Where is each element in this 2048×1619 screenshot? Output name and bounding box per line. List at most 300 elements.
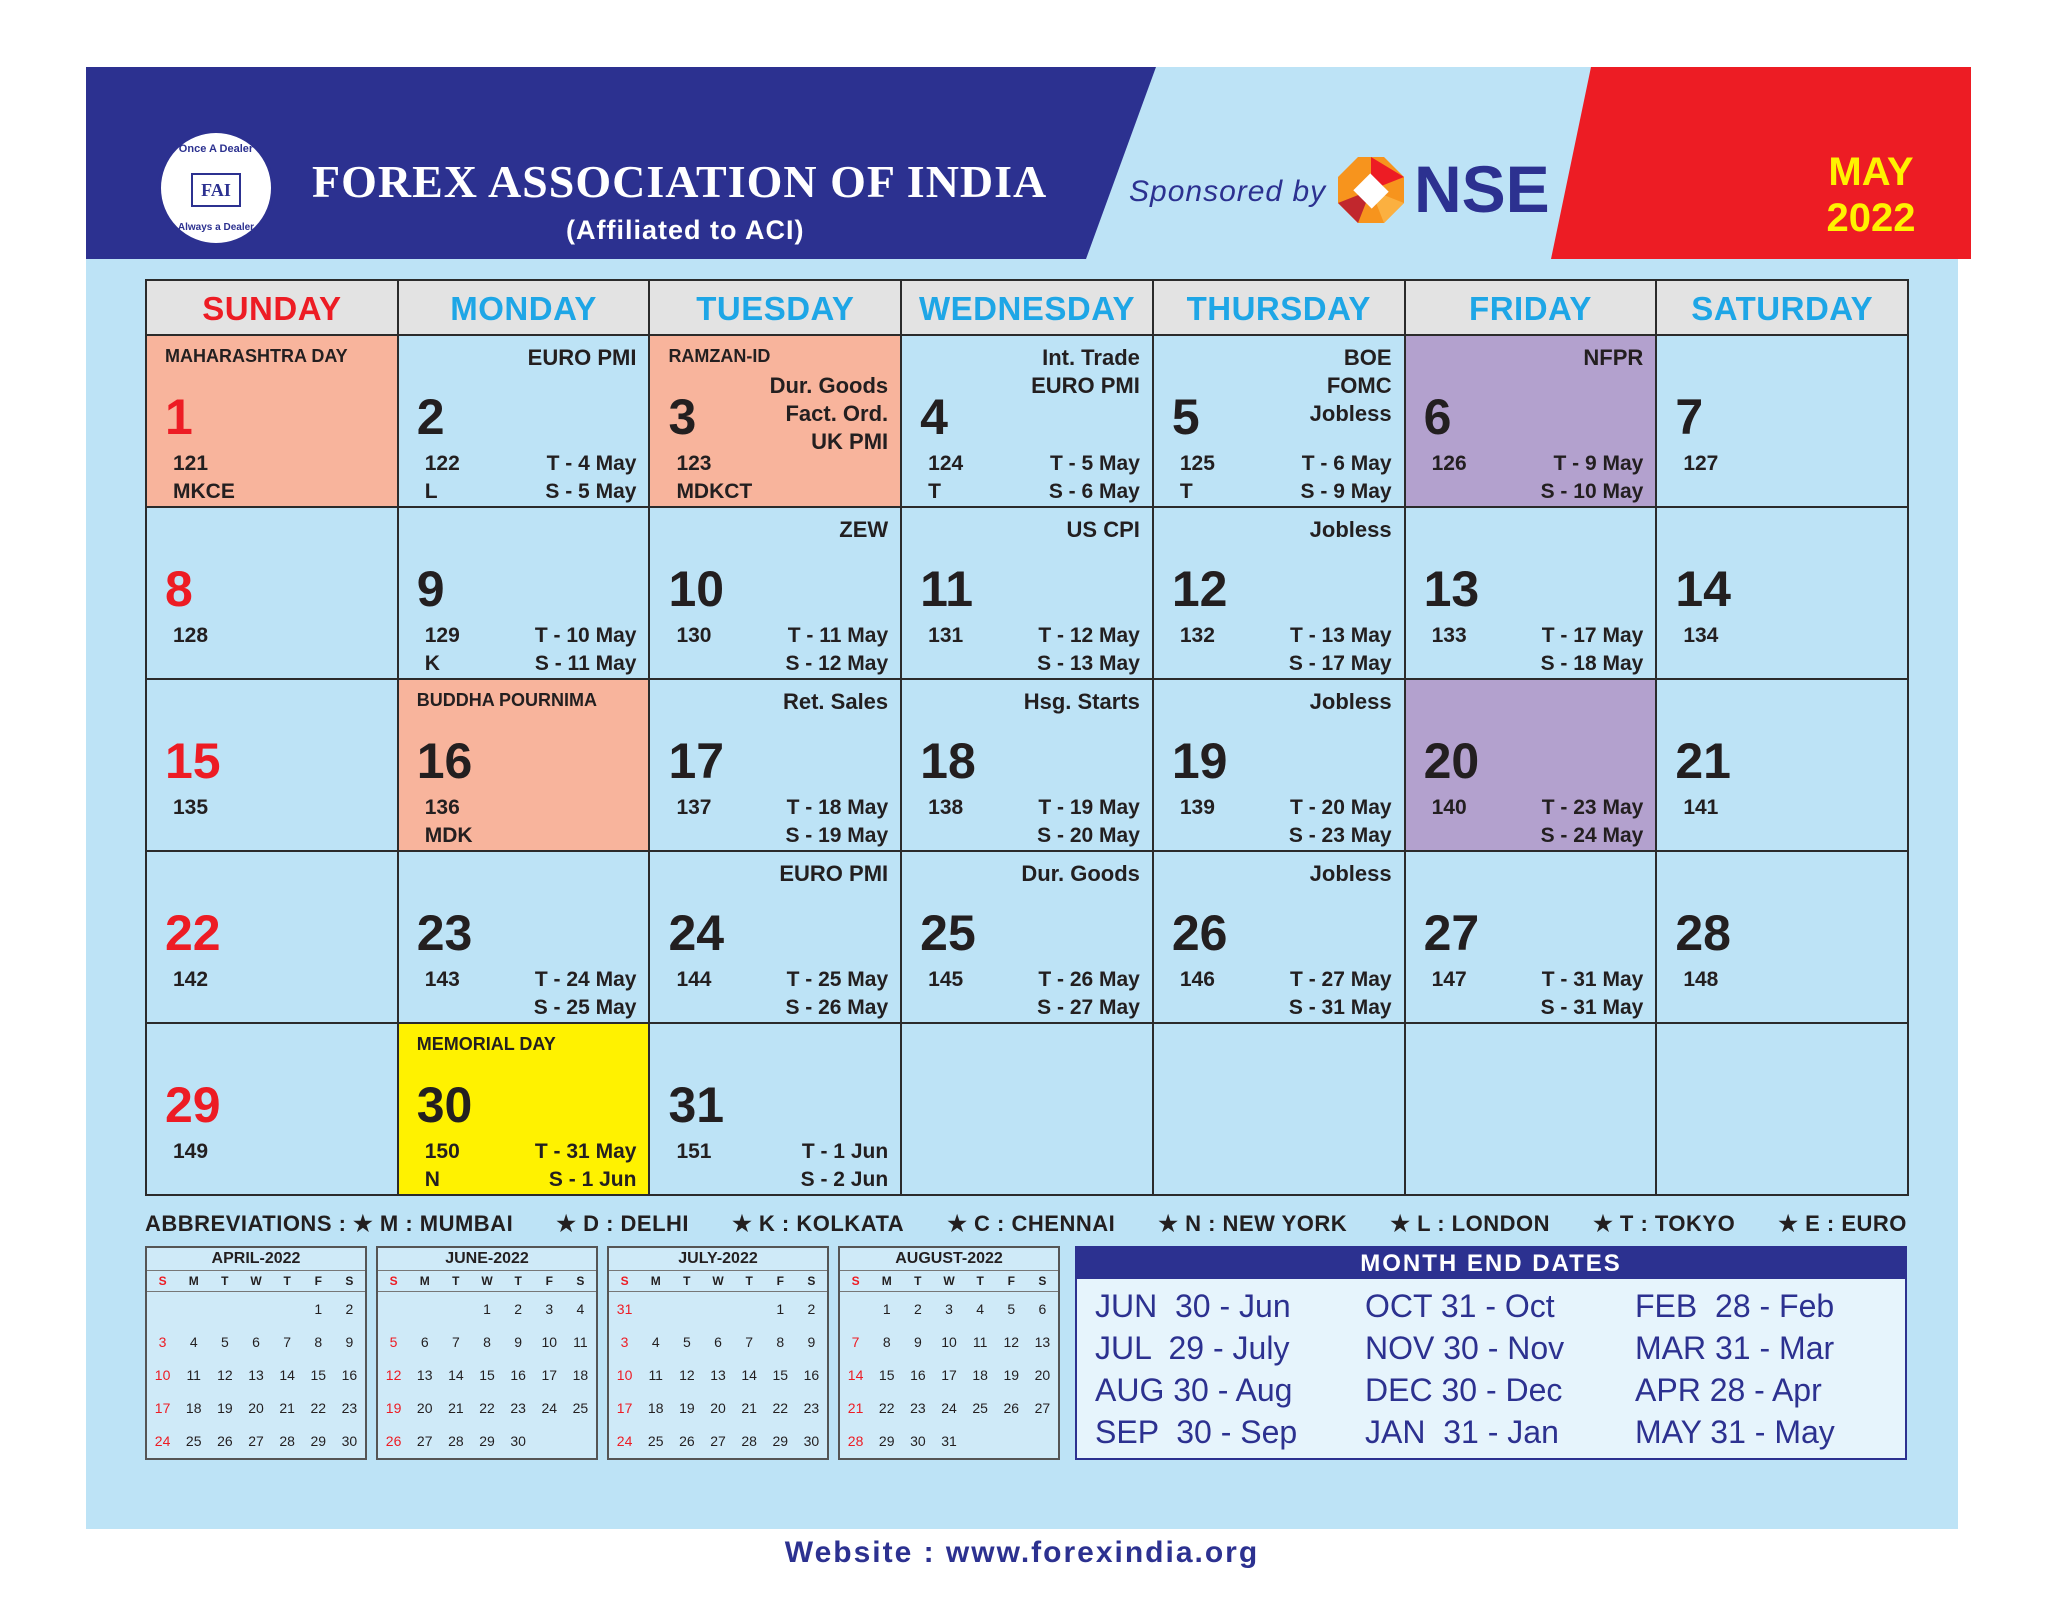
mini-day: 21 xyxy=(741,1399,757,1416)
mini-day: 30 xyxy=(803,1432,820,1449)
mini-day: 10 xyxy=(941,1333,957,1350)
settlement-dates: T - 31 May S - 1 Jun xyxy=(534,1140,637,1191)
logo-mark: FAI xyxy=(191,173,241,207)
mini-day xyxy=(440,1292,471,1326)
event-label: Ret. Sales xyxy=(782,689,889,714)
weekday-header: SATURDAY xyxy=(1657,281,1909,336)
day-of-year: 148 xyxy=(1683,968,1719,991)
week-row xyxy=(147,1024,1909,1196)
mini-day: 12 xyxy=(385,1366,402,1383)
year-label: 2022 xyxy=(1826,196,1916,240)
mini-day xyxy=(671,1292,702,1326)
day-number: 10 xyxy=(668,561,725,617)
day-cell xyxy=(902,680,1154,852)
mini-day: 19 xyxy=(1003,1366,1020,1383)
day-cell xyxy=(1406,1024,1658,1196)
settlement-dates: T - 1 Jun S - 2 Jun xyxy=(800,1140,889,1191)
mini-day: 2 xyxy=(345,1300,354,1317)
day-cell xyxy=(399,1024,651,1196)
event-label: Dur. Goods Fact. Ord. UK PMI xyxy=(769,373,889,454)
mini-day: 14 xyxy=(741,1366,757,1383)
mini-day: 12 xyxy=(679,1366,695,1383)
mini-day: 9 xyxy=(345,1333,354,1350)
mini-day: 15 xyxy=(479,1366,495,1383)
week-row xyxy=(147,852,1909,1024)
abbreviation-item: ★ C : CHENNAI xyxy=(947,1211,1116,1236)
mini-day: 1 xyxy=(314,1300,323,1317)
mini-day: 10 xyxy=(154,1366,171,1383)
day-number: 5 xyxy=(1171,389,1200,445)
mini-day: 20 xyxy=(248,1399,264,1416)
settlement-dates: T - 12 May S - 13 May xyxy=(1037,624,1140,675)
mini-day xyxy=(209,1292,240,1326)
day-number: 4 xyxy=(920,389,948,445)
day-of-year: 140 xyxy=(1431,796,1467,819)
day-cell xyxy=(147,1024,399,1196)
day-of-year: 143 xyxy=(424,968,460,991)
day-number: 6 xyxy=(1423,389,1452,445)
mini-day: 4 xyxy=(576,1300,585,1317)
calendar-weeks xyxy=(147,336,1909,1196)
mini-calendar-title: APRIL-2022 xyxy=(147,1248,365,1271)
mini-day: 26 xyxy=(679,1432,695,1449)
mini-day xyxy=(178,1292,209,1326)
mini-weekday: M xyxy=(871,1271,902,1292)
day-cell xyxy=(1154,680,1406,852)
mini-day: 9 xyxy=(807,1333,816,1350)
mini-day: 5 xyxy=(220,1333,229,1350)
abbreviation-item: ABBREVIATIONS : ★ M : MUMBAI xyxy=(145,1211,514,1236)
mini-day: 27 xyxy=(1034,1399,1051,1416)
day-of-year: 126 xyxy=(1431,452,1467,475)
day-cell xyxy=(1406,852,1658,1024)
day-number: 1 xyxy=(165,389,193,445)
mini-day: 13 xyxy=(1034,1333,1051,1350)
mini-weekday: M xyxy=(178,1271,209,1292)
mini-day: 24 xyxy=(616,1432,633,1449)
event-label: US CPI xyxy=(1066,517,1140,542)
mini-day xyxy=(640,1292,671,1326)
nse-logo-icon xyxy=(1336,155,1406,225)
month-end-column: JUN 30 - Jun JUL 29 - July AUG 30 - Aug SEP 30 - Sep xyxy=(1095,1288,1298,1450)
event-label: EURO PMI xyxy=(779,861,889,886)
day-cell xyxy=(650,1024,902,1196)
mini-weekday: S xyxy=(840,1271,871,1292)
mini-day: 18 xyxy=(572,1366,589,1383)
mini-day xyxy=(240,1292,271,1326)
settlement-dates: T - 20 May S - 23 May xyxy=(1288,796,1392,847)
week-row xyxy=(147,508,1909,680)
mini-day: 20 xyxy=(710,1399,726,1416)
mini-day: 17 xyxy=(616,1399,633,1416)
day-cell xyxy=(1154,852,1406,1024)
day-number: 9 xyxy=(416,561,445,617)
mini-day: 21 xyxy=(448,1399,464,1416)
fai-logo xyxy=(158,130,274,246)
mini-calendar xyxy=(376,1246,598,1460)
day-of-year: 124 T xyxy=(928,452,964,503)
mini-day xyxy=(565,1424,596,1457)
day-of-year: 150 N xyxy=(424,1140,460,1191)
mini-day: 26 xyxy=(1003,1399,1020,1416)
nse-wordmark: NSE xyxy=(1414,152,1550,226)
weekday-header: THURSDAY xyxy=(1154,281,1406,336)
mini-weekday: S xyxy=(334,1271,365,1292)
mini-day: 9 xyxy=(913,1333,922,1350)
day-number: 19 xyxy=(1171,733,1228,789)
day-cell xyxy=(902,508,1154,680)
settlement-dates: T - 23 May S - 24 May xyxy=(1540,796,1644,847)
mini-day: 12 xyxy=(217,1366,233,1383)
day-number: 8 xyxy=(165,561,193,617)
day-of-year: 151 xyxy=(676,1140,712,1163)
day-number: 26 xyxy=(1171,905,1228,961)
mini-day: 16 xyxy=(341,1366,358,1383)
mini-day: 8 xyxy=(483,1333,491,1350)
mini-day: 29 xyxy=(878,1432,895,1449)
mini-day: 16 xyxy=(510,1366,526,1383)
mini-day: 4 xyxy=(189,1333,198,1350)
day-cell xyxy=(1657,852,1909,1024)
mini-weekday: T xyxy=(734,1271,765,1292)
day-number: 21 xyxy=(1675,733,1731,789)
day-cell xyxy=(1154,1024,1406,1196)
mini-day: 28 xyxy=(847,1432,864,1449)
mini-day: 4 xyxy=(651,1333,660,1350)
weekday-header: TUESDAY xyxy=(650,281,902,336)
abbreviation-item: ★ K : KOLKATA xyxy=(732,1211,905,1236)
settlement-dates: T - 19 May S - 20 May xyxy=(1037,796,1140,847)
day-cell xyxy=(147,508,399,680)
day-of-year: 147 xyxy=(1431,968,1467,991)
day-of-year: 130 xyxy=(676,624,712,647)
mini-day: 23 xyxy=(510,1399,526,1416)
mini-day xyxy=(1027,1424,1058,1457)
day-number: 15 xyxy=(165,733,221,789)
day-cell xyxy=(902,852,1154,1024)
settlement-dates: T - 26 May S - 27 May xyxy=(1037,968,1140,1019)
mini-day: 6 xyxy=(252,1333,260,1350)
settlement-dates: T - 11 May S - 12 May xyxy=(785,624,889,675)
mini-day: 3 xyxy=(620,1333,629,1350)
day-cell xyxy=(902,1024,1154,1196)
mini-weekday: M xyxy=(640,1271,671,1292)
settlement-dates: T - 10 May S - 11 May xyxy=(534,624,637,675)
day-of-year: 123 MDKCT xyxy=(676,452,753,503)
day-cell xyxy=(1657,680,1909,852)
event-label: EURO PMI xyxy=(527,345,637,370)
mini-day: 22 xyxy=(878,1399,895,1416)
mini-day: 25 xyxy=(185,1432,202,1449)
day-number: 30 xyxy=(416,1077,473,1133)
day-cell xyxy=(147,852,399,1024)
logo-bottom-text: Always a Dealer xyxy=(177,222,255,233)
day-of-year: 135 xyxy=(173,796,209,819)
mini-day: 24 xyxy=(941,1399,957,1416)
mini-weekday: T xyxy=(503,1271,534,1292)
sponsored-by-label: Sponsored by xyxy=(1129,175,1327,208)
calendar-grid xyxy=(145,279,1909,1196)
mini-weekday: S xyxy=(1027,1271,1058,1292)
mini-day: 3 xyxy=(158,1333,167,1350)
abbreviation-item: ★ L : LONDON xyxy=(1390,1211,1550,1236)
day-cell xyxy=(399,508,651,680)
month-end-columns xyxy=(1077,1279,1905,1453)
settlement-dates: T - 13 May S - 17 May xyxy=(1288,624,1392,675)
abbreviation-item: ★ T : TOKYO xyxy=(1593,1211,1736,1236)
mini-day: 1 xyxy=(776,1300,785,1317)
day-of-year: 146 xyxy=(1179,968,1215,991)
mini-day: 11 xyxy=(573,1333,588,1350)
mini-day: 30 xyxy=(510,1432,526,1449)
day-number: 27 xyxy=(1423,905,1480,961)
org-subtitle: (Affiliated to ACI) xyxy=(566,215,805,245)
mini-day: 26 xyxy=(385,1432,402,1449)
day-of-year: 137 xyxy=(676,796,712,819)
weekday-header: MONDAY xyxy=(399,281,651,336)
mini-day: 24 xyxy=(154,1432,171,1449)
mini-day: 25 xyxy=(572,1399,589,1416)
mini-weekday: W xyxy=(702,1271,733,1292)
settlement-dates: T - 5 May S - 6 May xyxy=(1048,452,1140,503)
mini-day: 27 xyxy=(710,1432,726,1449)
day-of-year: 134 xyxy=(1683,624,1719,647)
mini-day: 18 xyxy=(185,1399,202,1416)
day-cell xyxy=(1154,508,1406,680)
mini-day: 2 xyxy=(913,1300,922,1317)
mini-day: 22 xyxy=(772,1399,789,1416)
mini-day xyxy=(534,1424,565,1457)
mini-weekday: T xyxy=(671,1271,702,1292)
month-label: MAY xyxy=(1828,150,1914,194)
event-label: NFPR xyxy=(1583,345,1644,370)
weekday-header-row xyxy=(147,281,1909,336)
day-of-year: 132 xyxy=(1179,624,1215,647)
settlement-dates: T - 31 May S - 31 May xyxy=(1540,968,1644,1019)
day-number: 2 xyxy=(416,389,445,445)
settlement-dates: T - 9 May S - 10 May xyxy=(1540,452,1644,503)
day-of-year: 141 xyxy=(1683,796,1719,819)
mini-day: 30 xyxy=(341,1432,358,1449)
mini-day: 15 xyxy=(878,1366,895,1383)
day-number: 31 xyxy=(668,1077,725,1133)
mini-day: 10 xyxy=(541,1333,558,1350)
day-number: 7 xyxy=(1675,389,1704,445)
event-label: Jobless xyxy=(1309,689,1392,714)
mini-weekday: S xyxy=(378,1271,409,1292)
holiday-label: MEMORIAL DAY xyxy=(416,1034,556,1054)
day-number: 28 xyxy=(1675,905,1731,961)
day-of-year: 122 L xyxy=(424,452,460,503)
mini-weekday: S xyxy=(147,1271,178,1292)
mini-day: 2 xyxy=(807,1300,816,1317)
mini-day: 23 xyxy=(803,1399,820,1416)
day-cell xyxy=(147,336,399,508)
holiday-label: MAHARASHTRA DAY xyxy=(165,346,348,366)
holiday-label: BUDDHA POURNIMA xyxy=(416,690,598,710)
mini-day: 16 xyxy=(910,1366,926,1383)
day-of-year: 139 xyxy=(1179,796,1215,819)
month-end-dates-box xyxy=(1075,1246,1907,1460)
day-cell xyxy=(650,508,902,680)
settlement-dates: T - 4 May S - 5 May xyxy=(545,452,637,503)
day-number: 16 xyxy=(416,733,473,789)
settlement-dates: T - 6 May S - 9 May xyxy=(1300,452,1392,503)
mini-day: 14 xyxy=(847,1366,864,1383)
week-row xyxy=(147,336,1909,508)
day-number: 29 xyxy=(165,1077,221,1133)
mini-weekday: F xyxy=(534,1271,565,1292)
mini-calendar xyxy=(838,1246,1060,1460)
event-label: Dur. Goods xyxy=(1021,861,1140,886)
mini-day: 7 xyxy=(745,1333,754,1350)
mini-day: 6 xyxy=(714,1333,722,1350)
mini-day: 15 xyxy=(772,1366,789,1383)
day-cell xyxy=(1657,336,1909,508)
mini-calendar xyxy=(145,1246,367,1460)
mini-day: 18 xyxy=(647,1399,664,1416)
mini-weekday: T xyxy=(902,1271,933,1292)
day-cell xyxy=(1406,680,1658,852)
mini-day: 23 xyxy=(910,1399,926,1416)
mini-day: 13 xyxy=(416,1366,433,1383)
day-cell xyxy=(650,852,902,1024)
mini-day: 3 xyxy=(945,1300,953,1317)
mini-day: 11 xyxy=(648,1366,663,1383)
settlement-dates: T - 18 May S - 19 May xyxy=(785,796,889,847)
mini-day: 19 xyxy=(679,1399,695,1416)
holiday-label: RAMZAN-ID xyxy=(668,346,771,366)
mini-day: 9 xyxy=(514,1333,523,1350)
mini-day: 25 xyxy=(647,1432,664,1449)
mini-day: 6 xyxy=(420,1333,429,1350)
mini-calendar-title: AUGUST-2022 xyxy=(840,1248,1058,1271)
day-of-year: 142 xyxy=(173,968,209,991)
mini-day: 28 xyxy=(741,1432,757,1449)
mini-day: 26 xyxy=(217,1432,233,1449)
day-of-year: 138 xyxy=(928,796,964,819)
settlement-dates: T - 25 May S - 26 May xyxy=(785,968,889,1019)
mini-day: 21 xyxy=(847,1399,864,1416)
mini-weekday: W xyxy=(933,1271,964,1292)
day-number: 25 xyxy=(920,905,976,961)
mini-day: 20 xyxy=(416,1399,433,1416)
mini-day: 22 xyxy=(479,1399,495,1416)
mini-weekday: S xyxy=(565,1271,596,1292)
mini-day: 11 xyxy=(972,1333,988,1350)
mini-weekday: T xyxy=(440,1271,471,1292)
mini-weekday: F xyxy=(765,1271,796,1292)
mini-day: 10 xyxy=(616,1366,633,1383)
month-end-column: FEB 28 - Feb MAR 31 - Mar APR 28 - Apr MAY 31 - May xyxy=(1635,1288,1835,1450)
day-cell xyxy=(650,336,902,508)
mini-day: 17 xyxy=(154,1399,171,1416)
website-link[interactable]: Website : www.forexindia.org xyxy=(784,1536,1260,1569)
mini-day: 15 xyxy=(310,1366,327,1383)
abbreviation-item: ★ E : EURO xyxy=(1778,1211,1907,1236)
day-cell xyxy=(1657,1024,1909,1196)
mini-day xyxy=(840,1292,871,1326)
day-of-year: 133 xyxy=(1431,624,1467,647)
mini-day: 1 xyxy=(483,1300,491,1317)
day-of-year: 136 MDK xyxy=(424,796,473,847)
weekday-header: SUNDAY xyxy=(147,281,399,336)
mini-weekday: M xyxy=(409,1271,440,1292)
day-of-year: 131 xyxy=(928,624,964,647)
mini-day: 5 xyxy=(1007,1300,1016,1317)
day-of-year: 129 K xyxy=(424,624,460,675)
mini-weekday: F xyxy=(303,1271,334,1292)
mini-day: 4 xyxy=(976,1300,985,1317)
day-number: 11 xyxy=(920,561,974,617)
mini-day xyxy=(965,1424,996,1457)
mini-day: 5 xyxy=(682,1333,691,1350)
week-row xyxy=(147,680,1909,852)
event-label: Int. Trade EURO PMI xyxy=(1031,345,1140,398)
mini-weekday: T xyxy=(965,1271,996,1292)
mini-day: 19 xyxy=(217,1399,233,1416)
day-cell xyxy=(1154,336,1406,508)
abbreviations-row xyxy=(145,1211,1907,1237)
day-of-year: 125 T xyxy=(1179,452,1215,503)
weekday-header: FRIDAY xyxy=(1406,281,1658,336)
mini-day: 27 xyxy=(416,1432,433,1449)
event-label: Hsg. Starts xyxy=(1023,689,1140,714)
month-end-title: MONTH END DATES xyxy=(1077,1248,1905,1279)
day-cell xyxy=(1406,336,1658,508)
event-label: BOE FOMC Jobless xyxy=(1309,345,1392,426)
weekday-header: WEDNESDAY xyxy=(902,281,1154,336)
mini-day: 3 xyxy=(545,1300,554,1317)
day-cell xyxy=(399,852,651,1024)
mini-calendar-title: JULY-2022 xyxy=(609,1248,827,1271)
mini-day: 31 xyxy=(616,1300,633,1317)
mini-weekday: S xyxy=(609,1271,640,1292)
mini-calendar-title: JUNE-2022 xyxy=(378,1248,596,1271)
mini-day: 7 xyxy=(851,1333,860,1350)
day-of-year: 145 xyxy=(928,968,964,991)
mini-day: 18 xyxy=(972,1366,988,1383)
mini-day: 25 xyxy=(972,1399,988,1416)
mini-day xyxy=(702,1292,733,1326)
mini-day: 17 xyxy=(541,1366,558,1383)
mini-day xyxy=(734,1292,765,1326)
day-number: 22 xyxy=(165,905,221,961)
mini-day: 5 xyxy=(389,1333,398,1350)
settlement-dates: T - 24 May S - 25 May xyxy=(533,968,637,1019)
mini-weekday: F xyxy=(996,1271,1027,1292)
mini-weekday: T xyxy=(272,1271,303,1292)
mini-day: 29 xyxy=(479,1432,495,1449)
day-cell xyxy=(1406,508,1658,680)
mini-day: 29 xyxy=(772,1432,789,1449)
mini-day: 23 xyxy=(341,1399,358,1416)
month-year xyxy=(1806,149,1936,241)
mini-day: 7 xyxy=(283,1333,292,1350)
mini-day xyxy=(147,1292,178,1326)
mini-day xyxy=(378,1292,409,1326)
day-number: 12 xyxy=(1171,561,1228,617)
mini-day: 2 xyxy=(514,1300,523,1317)
day-of-year: 149 xyxy=(173,1140,209,1163)
mini-day: 11 xyxy=(186,1366,201,1383)
mini-day: 20 xyxy=(1034,1366,1051,1383)
day-of-year: 128 xyxy=(173,624,209,647)
mini-day: 7 xyxy=(451,1333,460,1350)
day-of-year: 144 xyxy=(676,968,712,991)
mini-weekday: T xyxy=(209,1271,240,1292)
day-cell xyxy=(650,680,902,852)
